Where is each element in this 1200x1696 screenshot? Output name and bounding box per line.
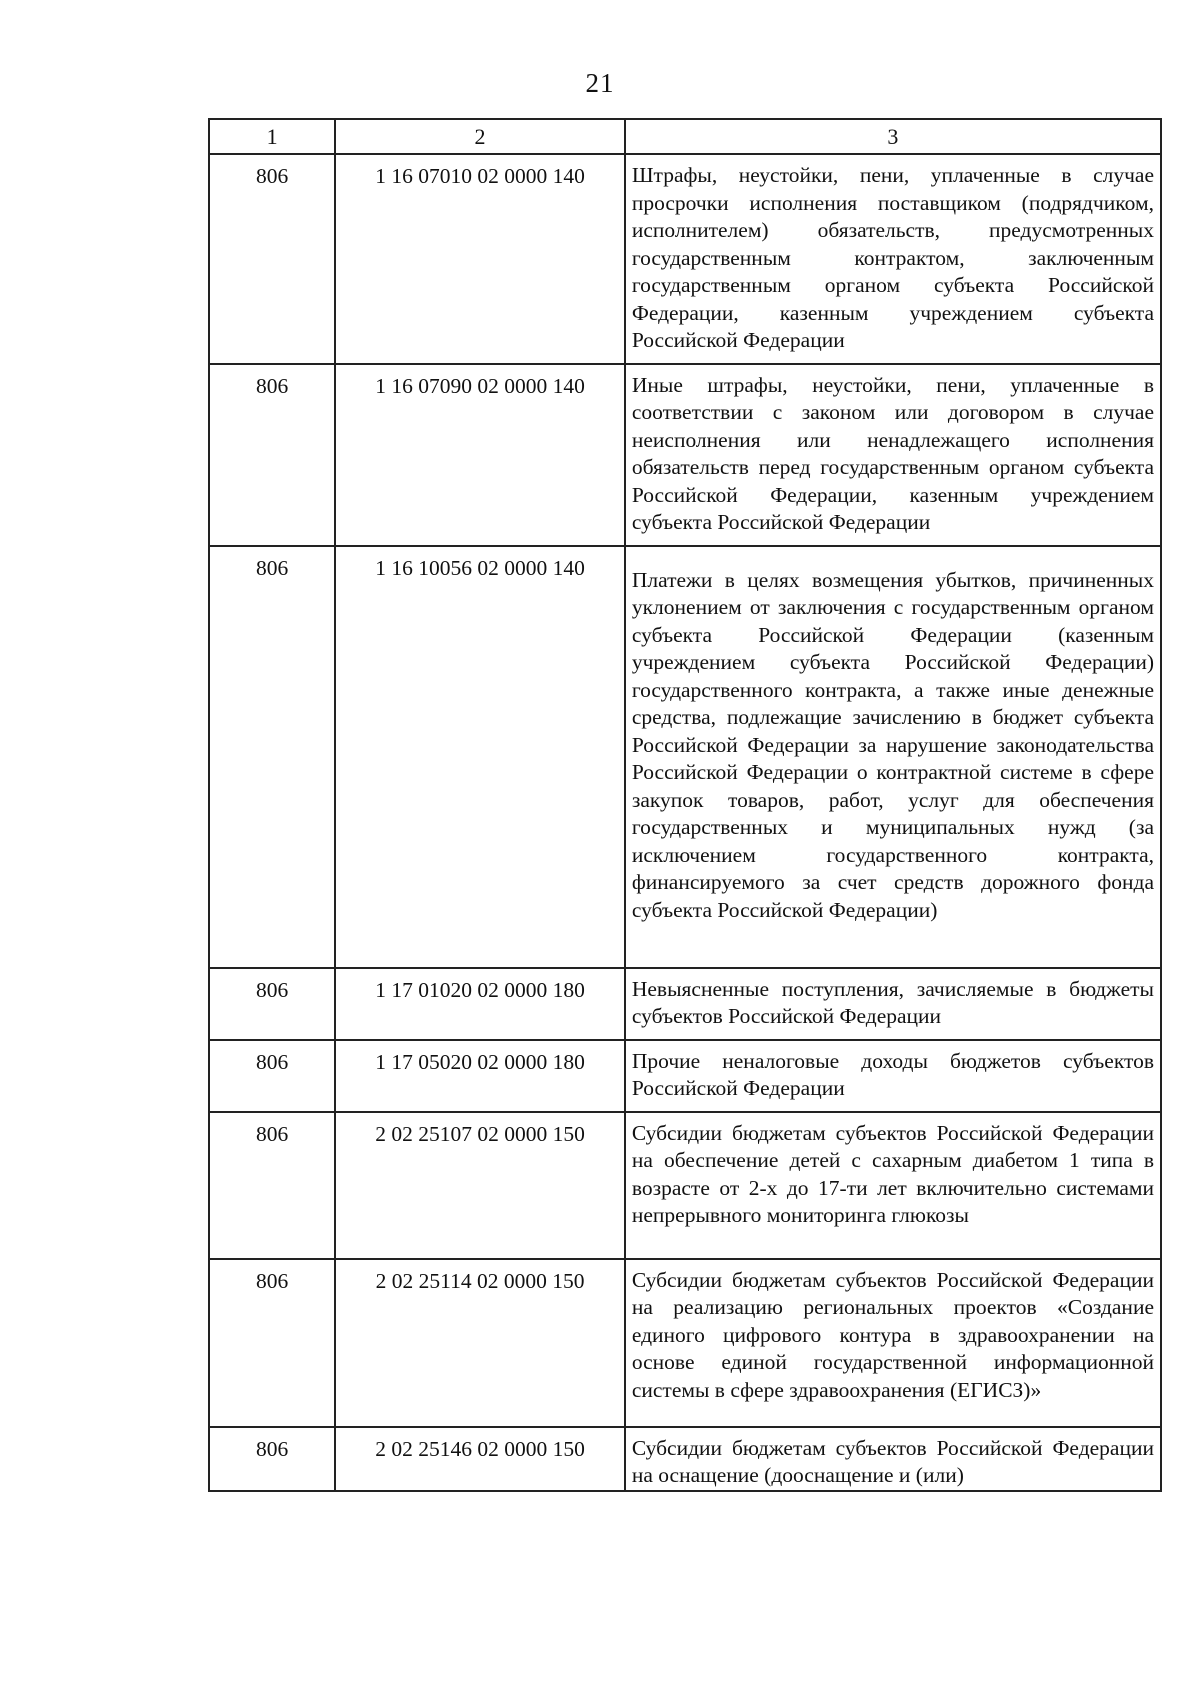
kbk-code-cell: 1 17 01020 02 0000 180 [335,968,625,1040]
table-header-row [209,119,1161,154]
table-row [209,1040,1161,1112]
table-row [209,1427,1161,1491]
admin-code-cell: 806 [209,1112,335,1259]
description-cell: Субсидии бюджетам субъектов Российской Федерации на обеспечение детей с сахарным диабетом 1 типа в возрасте от 2-х до 17-ти лет включительно системами непрерывного мониторинга глюкозы [625,1112,1161,1259]
admin-code-cell: 806 [209,1259,335,1427]
description-cell: Платежи в целях возмещения убытков, причиненных уклонением от заключения с государственным органом субъекта Российской Федерации (казенным учреждением субъекта Российской Федерации) государственного контракта, а также иные денежные средства, подлежащие зачислению в бюджет субъекта Российской Федерации за нарушение законодательства Российской Федерации о контрактной системе в сфере закупок товаров, работ, услуг для обеспечения государственных и муниципальных нужд (за исключением государственного контракта, финансируемого за счет средств дорожного фонда субъекта Российской Федерации) [625,546,1161,968]
table-row [209,546,1161,968]
description-cell: Невыясненные поступления, зачисляемые в бюджеты субъектов Российской Федерации [625,968,1161,1040]
header-col-1: 1 [209,119,335,154]
revenue-code-table [208,118,1162,1492]
kbk-code-cell: 2 02 25114 02 0000 150 [335,1259,625,1427]
table-row [209,1259,1161,1427]
page-number: 21 [585,68,615,98]
admin-code-cell: 806 [209,1040,335,1112]
admin-code-cell: 806 [209,154,335,364]
kbk-code-cell: 1 16 07010 02 0000 140 [335,154,625,364]
description-cell: Прочие неналоговые доходы бюджетов субъектов Российской Федерации [625,1040,1161,1112]
kbk-code-cell: 1 16 10056 02 0000 140 [335,546,625,968]
header-col-3: 3 [625,119,1161,154]
description-cell: Субсидии бюджетам субъектов Российской Федерации на реализацию региональных проектов «Создание единого цифрового контура в здравоохранении на основе единой государственной информационной системы в сфере здравоохранения (ЕГИСЗ)» [625,1259,1161,1427]
admin-code-cell: 806 [209,364,335,546]
kbk-code-cell: 2 02 25146 02 0000 150 [335,1427,625,1491]
description-cell: Штрафы, неустойки, пени, уплаченные в случае просрочки исполнения поставщиком (подрядчиком, исполнителем) обязательств, предусмотренных государственным контрактом, заключенным государственным органом субъекта Российской Федерации, казенным учреждением субъекта Российской Федерации [625,154,1161,364]
description-cell: Иные штрафы, неустойки, пени, уплаченные в соответствии с законом или договором в случае неисполнения или ненадлежащего исполнения обязательств перед государственным органом субъекта Российской Федерации, казенным учреждением субъекта Российской Федерации [625,364,1161,546]
table-row [209,154,1161,364]
kbk-code-cell: 2 02 25107 02 0000 150 [335,1112,625,1259]
admin-code-cell: 806 [209,546,335,968]
kbk-code-cell: 1 17 05020 02 0000 180 [335,1040,625,1112]
table-row [209,968,1161,1040]
table-row [209,364,1161,546]
admin-code-cell: 806 [209,1427,335,1491]
header-col-2: 2 [335,119,625,154]
table-row [209,1112,1161,1259]
description-cell: Субсидии бюджетам субъектов Российской Федерации на оснащение (дооснащение и (или) [625,1427,1161,1491]
admin-code-cell: 806 [209,968,335,1040]
kbk-code-cell: 1 16 07090 02 0000 140 [335,364,625,546]
